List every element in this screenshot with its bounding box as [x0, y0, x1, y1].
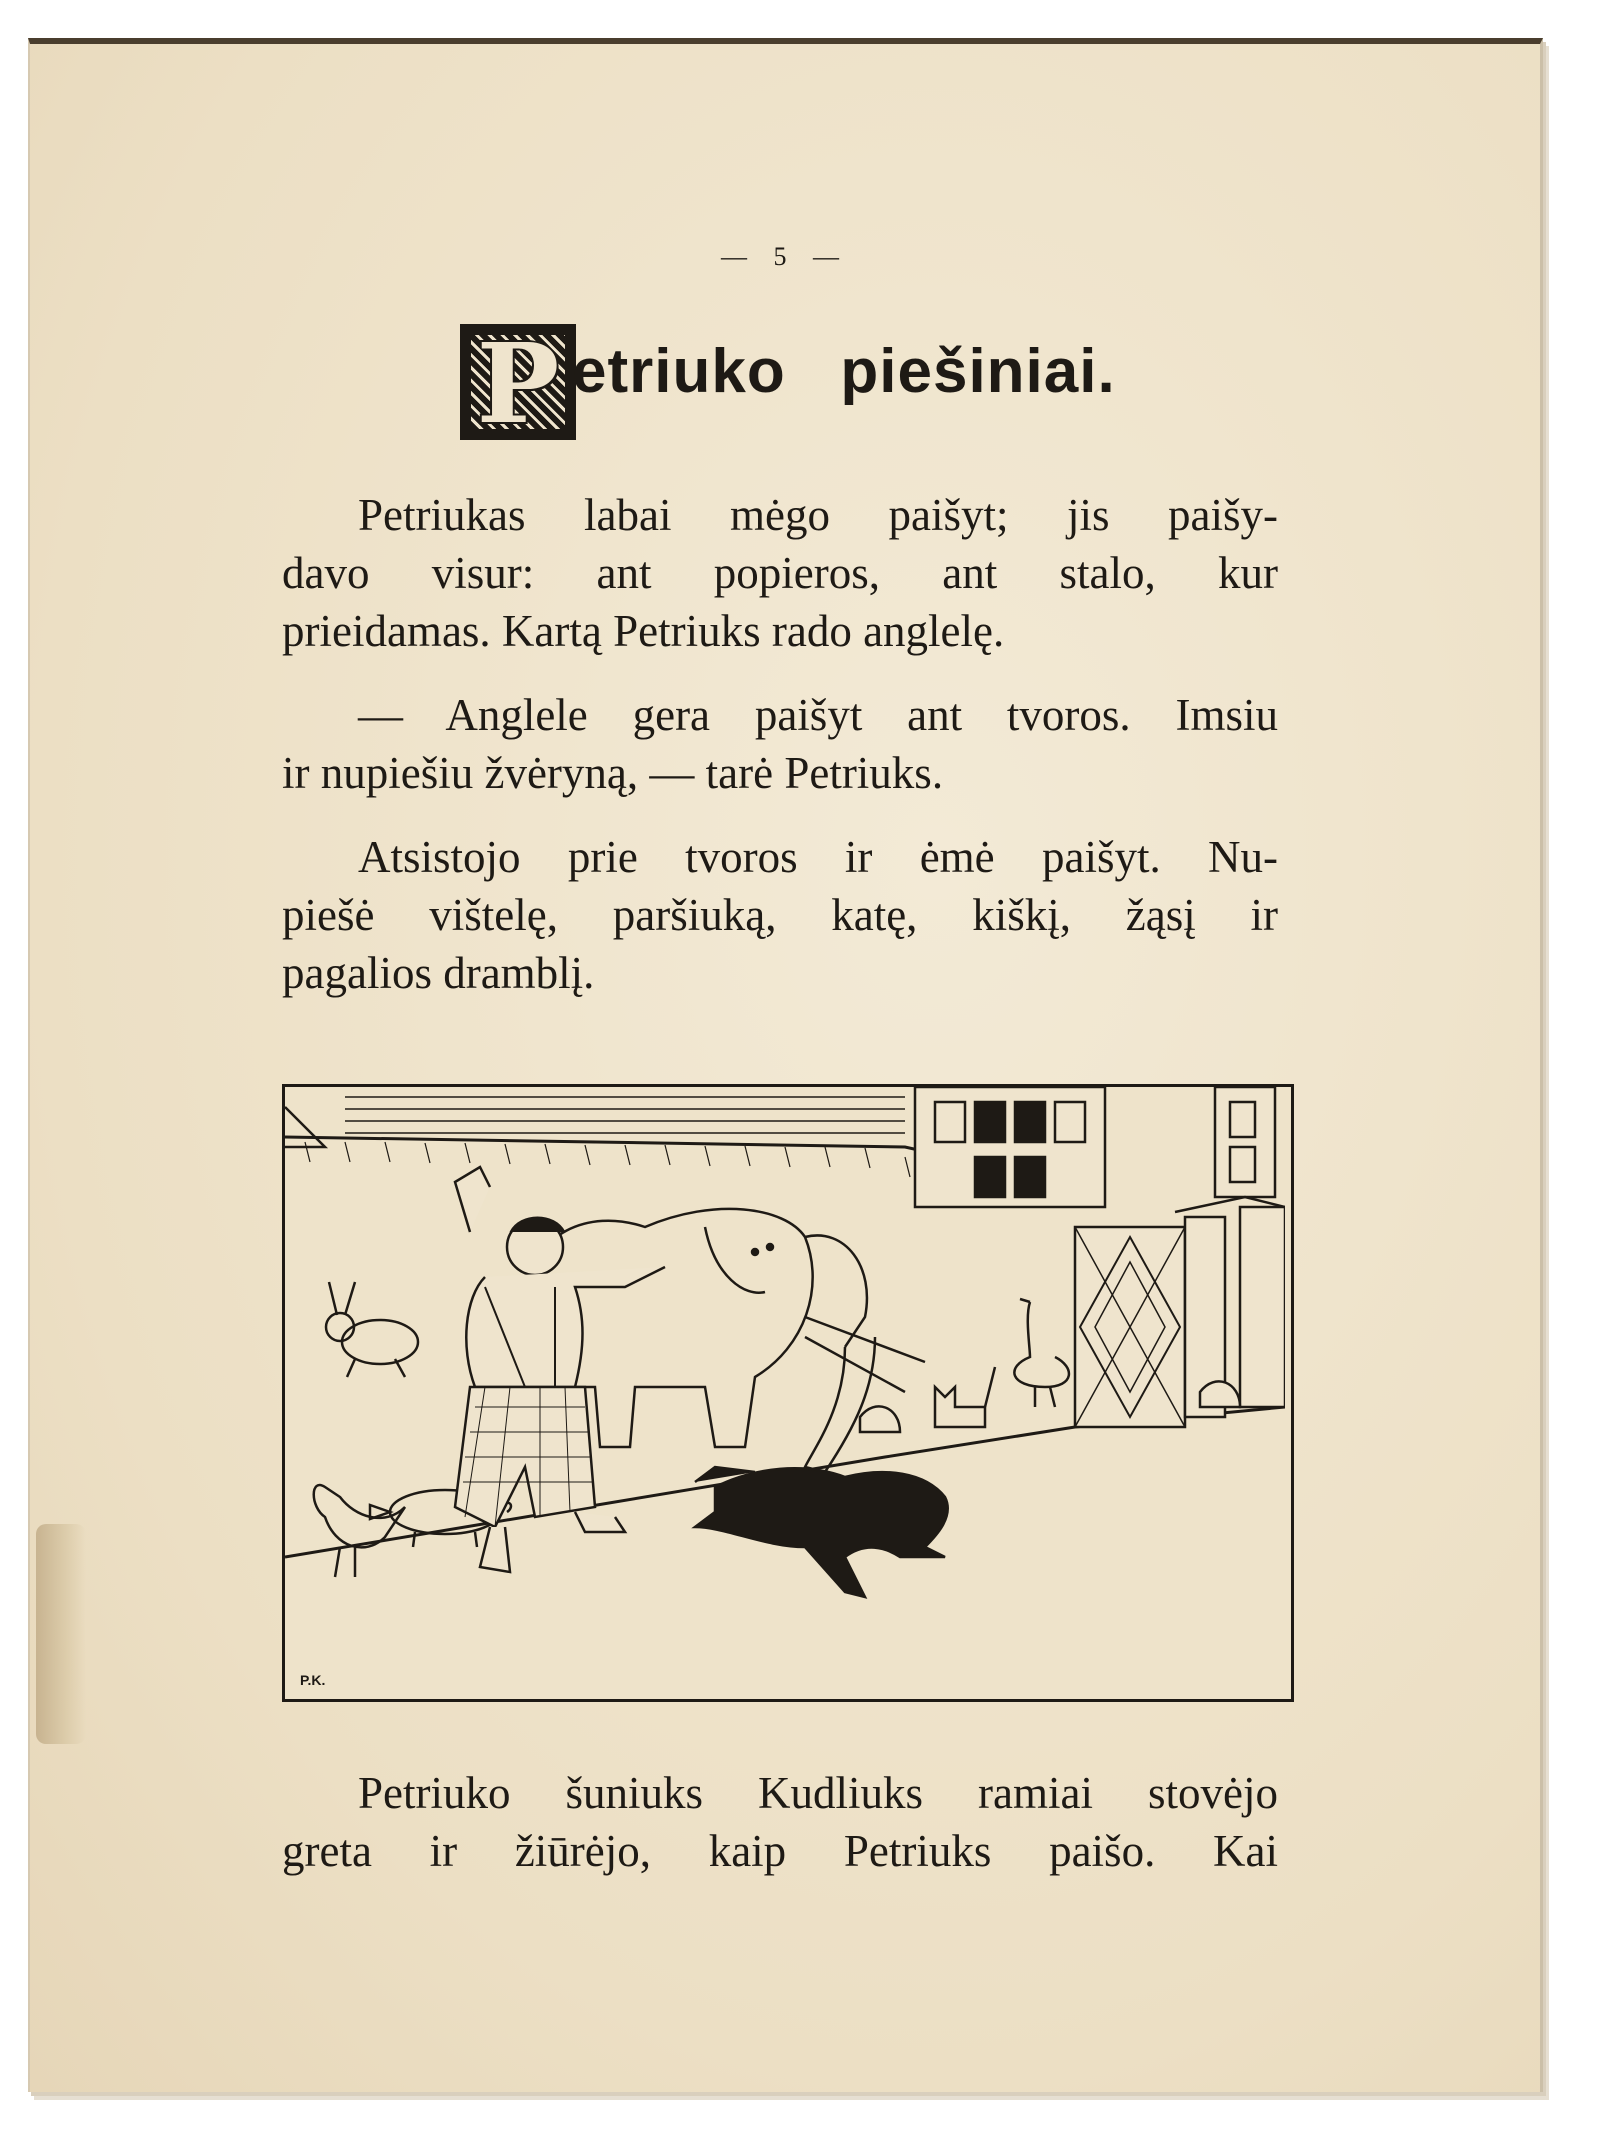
boy-icon — [455, 1167, 665, 1572]
goose-drawing-icon — [1014, 1299, 1069, 1407]
house-icon — [915, 1087, 1275, 1207]
page-number: — 5 — — [721, 242, 849, 271]
book-page — [28, 38, 1543, 2092]
illustration-frame — [282, 1084, 1294, 1702]
text-line: Petriukas labai mėgo paišyt; jis paišy- — [358, 490, 1278, 540]
cat-drawing-icon — [935, 1367, 995, 1427]
text-body-top — [282, 486, 1278, 1028]
rabbit-drawing-icon — [326, 1282, 418, 1377]
initial-letter: P — [476, 319, 560, 448]
chicken-drawing-icon — [314, 1485, 405, 1577]
spine-stain — [36, 1524, 86, 1744]
chapter-title — [430, 319, 1190, 448]
text-line: piešė vištelę, paršiuką, katę, kiškį, žąsį ir — [282, 890, 1278, 940]
dog-icon — [695, 1467, 948, 1597]
text-body-bottom — [282, 1764, 1278, 1906]
title-text: etriuko piešiniai. — [572, 337, 1116, 406]
paragraph-3 — [282, 828, 1278, 1002]
sky-hatching — [345, 1097, 905, 1133]
gate-icon — [1075, 1197, 1285, 1427]
illustrator-signature: P.K. — [300, 1672, 326, 1688]
text-line: Petriuko šuniuks Kudliuks ramiai stovėjo — [358, 1768, 1278, 1818]
text-line: — Anglele gera paišyt ant tvoros. Imsiu — [358, 690, 1278, 740]
paragraph-2 — [282, 686, 1278, 802]
text-line: davo visur: ant popieros, ant stalo, kur — [282, 548, 1278, 598]
paragraph-1 — [282, 486, 1278, 660]
text-line: greta ir žiūrėjo, kaip Petriuks paišo. Kai — [282, 1826, 1278, 1876]
text-line: ir nupiešiu žvėryną, — tarė Petriuks. — [282, 748, 944, 798]
paragraph-4 — [282, 1764, 1278, 1880]
text-line: Atsistojo prie tvoros ir ėmė paišyt. Nu- — [358, 832, 1278, 882]
ornamental-initial — [460, 319, 576, 448]
text-line: pagalios dramblį. — [282, 948, 595, 998]
illustration-drawing — [285, 1087, 1285, 1693]
text-line: prieidamas. Kartą Petriuks rado anglelę. — [282, 606, 1005, 656]
